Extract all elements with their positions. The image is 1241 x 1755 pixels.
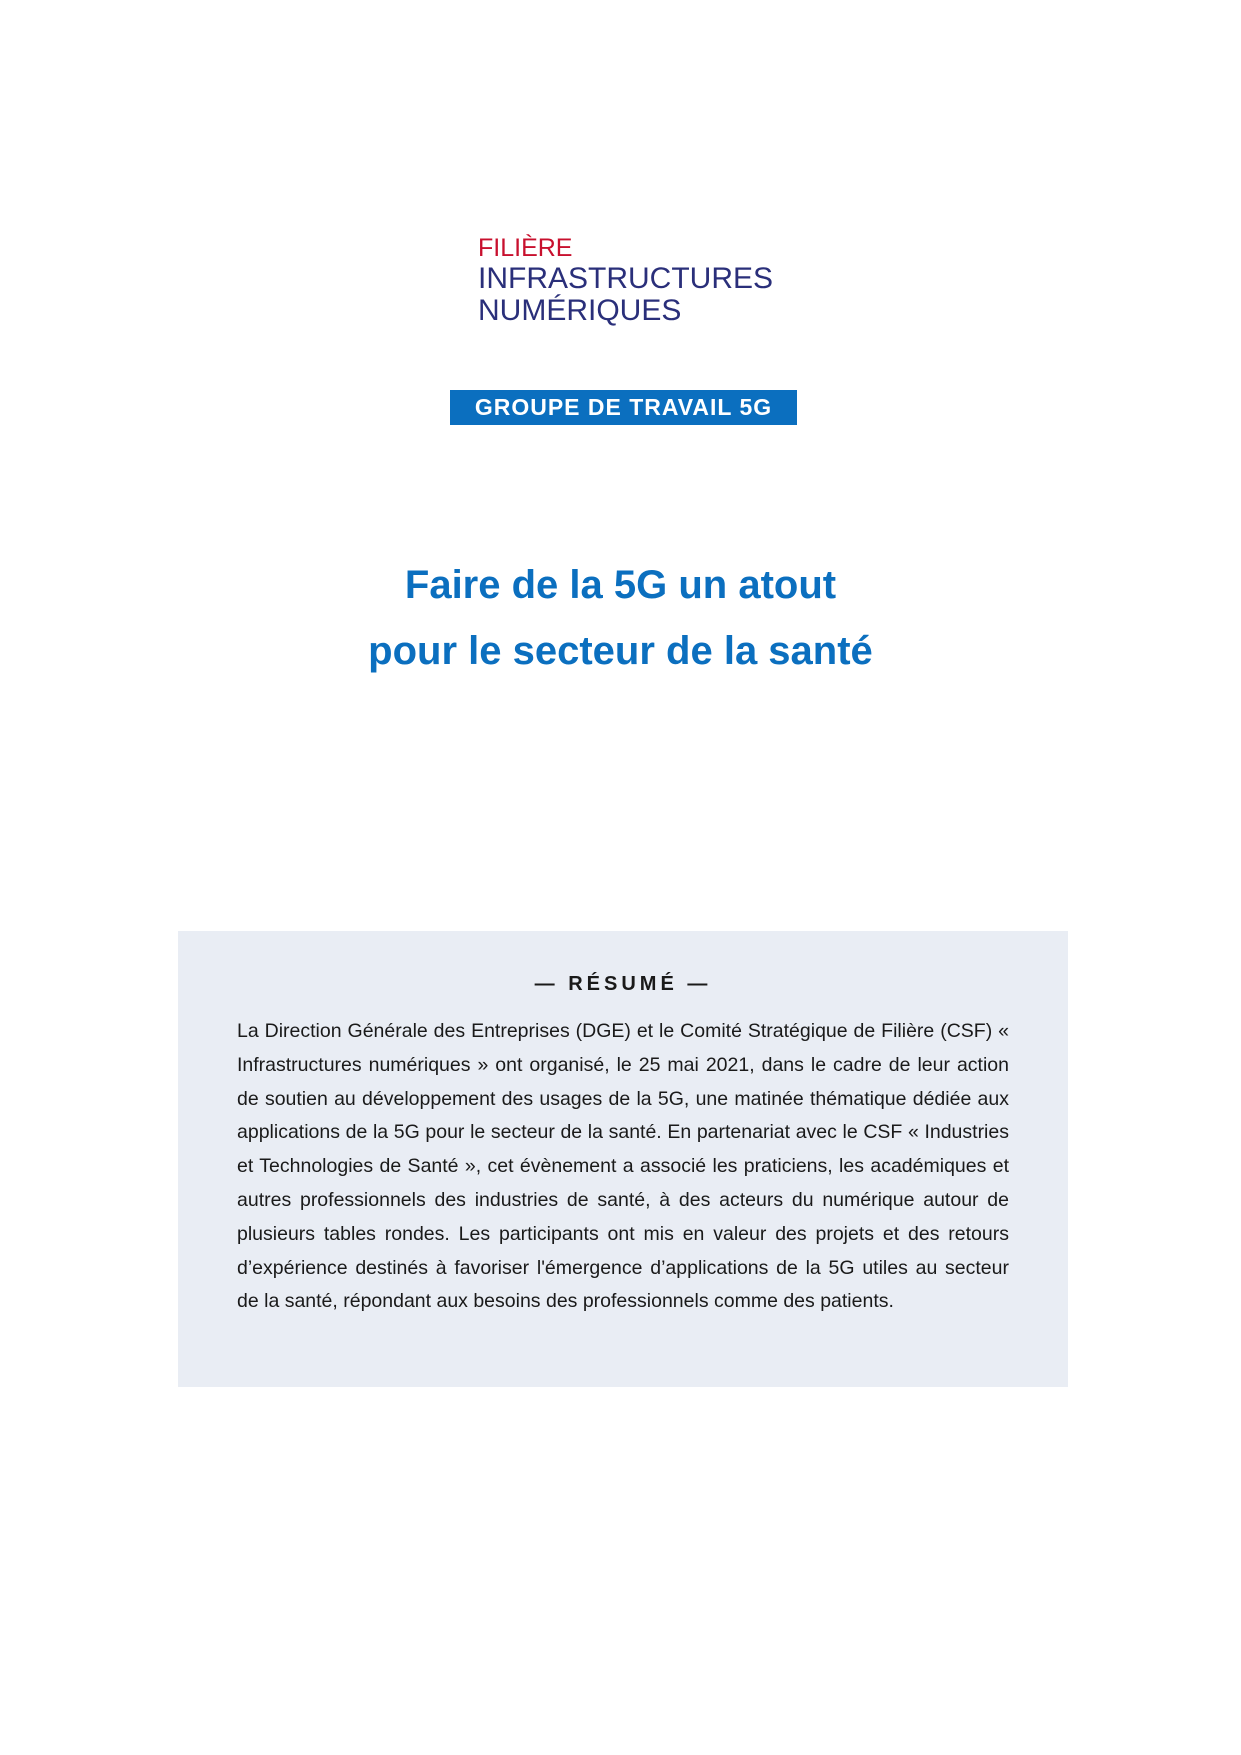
- working-group-banner: GROUPE DE TRAVAIL 5G: [450, 390, 797, 425]
- title-line-2: pour le secteur de la santé: [368, 629, 873, 673]
- logo-line-infrastructures: INFRASTRUCTURES: [478, 262, 774, 295]
- summary-box: [178, 931, 1068, 1387]
- document-title: [0, 552, 1241, 684]
- summary-text: La Direction Générale des Entreprises (DGE) et le Comité Stratégique de Filière (CSF) « Infrastructures numériques » ont organisé, le 25 mai 2021, dans le cadre de leur action de soutien au développement des usages de la 5G, une matinée thématique dédiée aux applications de la 5G pour le secteur de la santé. En partenariat avec le CSF « Industries et Technologies de Santé », cet évènement a associé les praticiens, les académiques et autres professionnels des industries de santé, à des acteurs du numérique autour de plusieurs tables rondes. Les participants ont mis en valeur des projets et des retours d’expérience destinés à favoriser l'émergence d’applications de la 5G utiles au secteur de la santé, répondant aux besoins des professionnels comme des patients.: [237, 1020, 1009, 1313]
- logo-graphic: [478, 228, 778, 338]
- title-line-1: Faire de la 5G un atout: [404, 563, 837, 607]
- logo-line-numeriques: NUMÉRIQUES: [478, 294, 682, 327]
- summary-heading: — RÉSUMÉ —: [534, 973, 712, 995]
- logo-line-filiere: FILIÈRE: [478, 234, 573, 262]
- filiere-logo: [478, 228, 778, 338]
